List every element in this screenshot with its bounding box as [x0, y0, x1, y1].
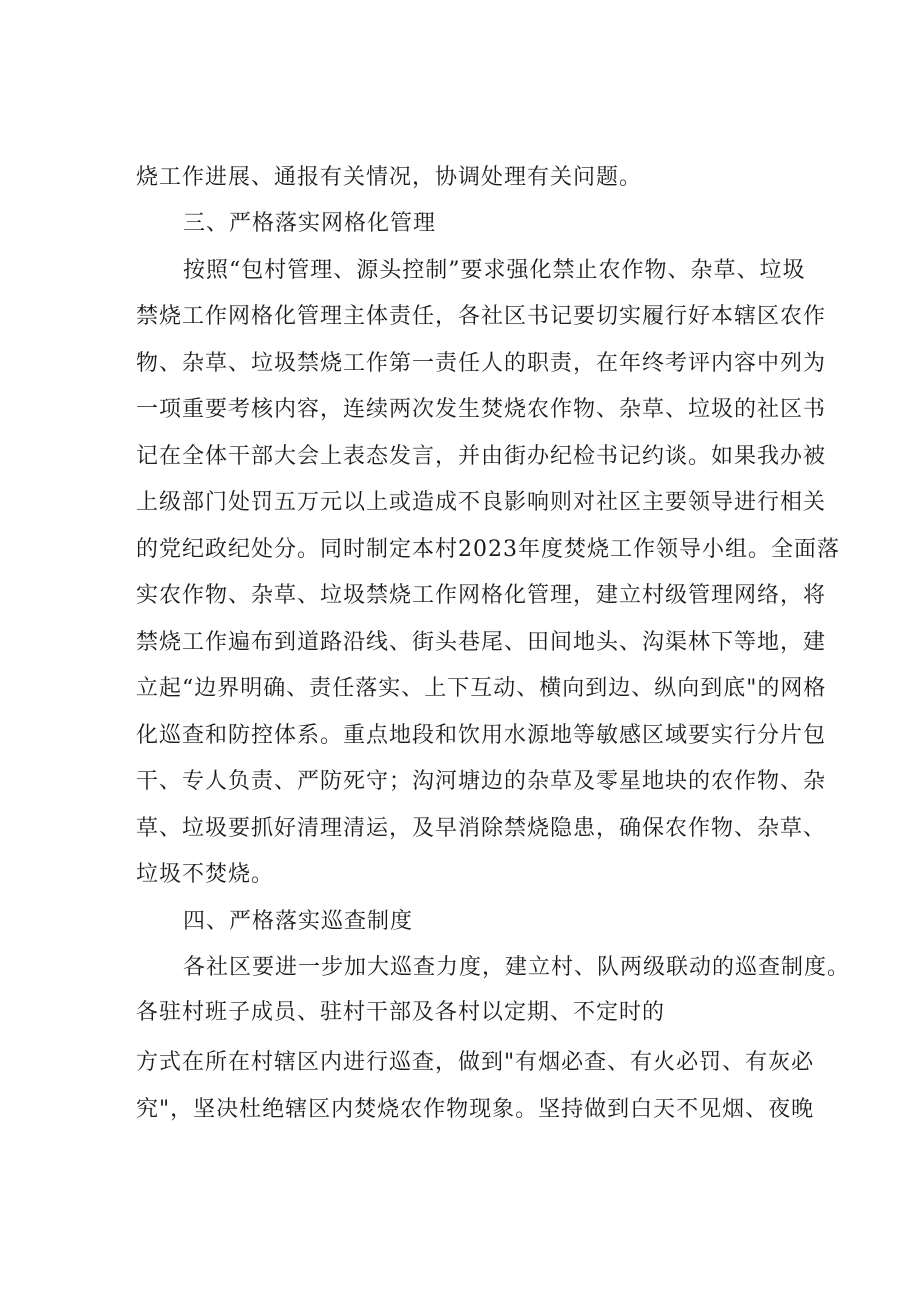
paragraph-line: 各驻村班子成员、驻村干部及各村以定期、不定时的	[136, 1000, 666, 1025]
paragraph-line: 一项重要考核内容，连续两次发生焚烧农作物、杂草、垃圾的社区书	[136, 397, 827, 422]
section-heading-patrol-system: 四、严格落实巡查制度	[183, 909, 414, 934]
paragraph-line: 记在全体干部大会上表态发言，并由街办纪检书记约谈。如果我办被	[136, 444, 827, 469]
paragraph-line: 禁烧工作遍布到道路沿线、街头巷尾、田间地头、沟渠林下等地，建	[136, 630, 827, 655]
paragraph-line: 禁烧工作网格化管理主体责任，各社区书记要切实履行好本辖区农作	[136, 304, 827, 329]
paragraph-line: 物、杂草、垃圾禁烧工作第一责任人的职责，在年终考评内容中列为	[136, 351, 827, 376]
paragraph-line: 化巡查和防控体系。重点地段和饮用水源地等敏感区域要实行分片包	[136, 723, 827, 748]
paragraph-line: 垃圾不焚烧。	[136, 862, 275, 887]
paragraph-line: 烧工作进展、通报有关情况，协调处理有关问题。	[136, 165, 643, 190]
paragraph-line: 实农作物、杂草、垃圾禁烧工作网格化管理，建立村级管理网络，将	[136, 583, 827, 608]
paragraph-line: 的党纪政纪处分。同时制定本村2023年度焚烧工作领导小组。全面落	[136, 537, 840, 562]
paragraph-line: 按照“包村管理、源头控制”要求强化禁止农作物、杂草、垃圾	[183, 258, 806, 283]
paragraph-line: 各社区要进一步加大巡查力度，建立村、队两级联动的巡查制度。	[183, 955, 851, 980]
paragraph-line: 方式在所在村辖区内进行巡查，做到"有烟必查、有火必罚、有灰必	[136, 1050, 815, 1075]
paragraph-line: 立起“边界明确、责任落实、上下互动、横向到边、纵向到底"的网格	[136, 676, 827, 701]
paragraph-line: 干、专人负责、严防死守；沟河塘边的杂草及零星地块的农作物、杂	[136, 769, 827, 794]
paragraph-line: 草、垃圾要抓好清理清运，及早消除禁烧隐患，确保农作物、杂草、	[136, 816, 827, 841]
section-heading-grid-management: 三、严格落实网格化管理	[183, 211, 437, 236]
paragraph-line: 上级部门处罚五万元以上或造成不良影响则对社区主要领导进行相关	[136, 490, 827, 515]
paragraph-line: 究"，坚决杜绝辖区内焚烧农作物现象。坚持做到白天不见烟、夜晚	[136, 1097, 815, 1122]
